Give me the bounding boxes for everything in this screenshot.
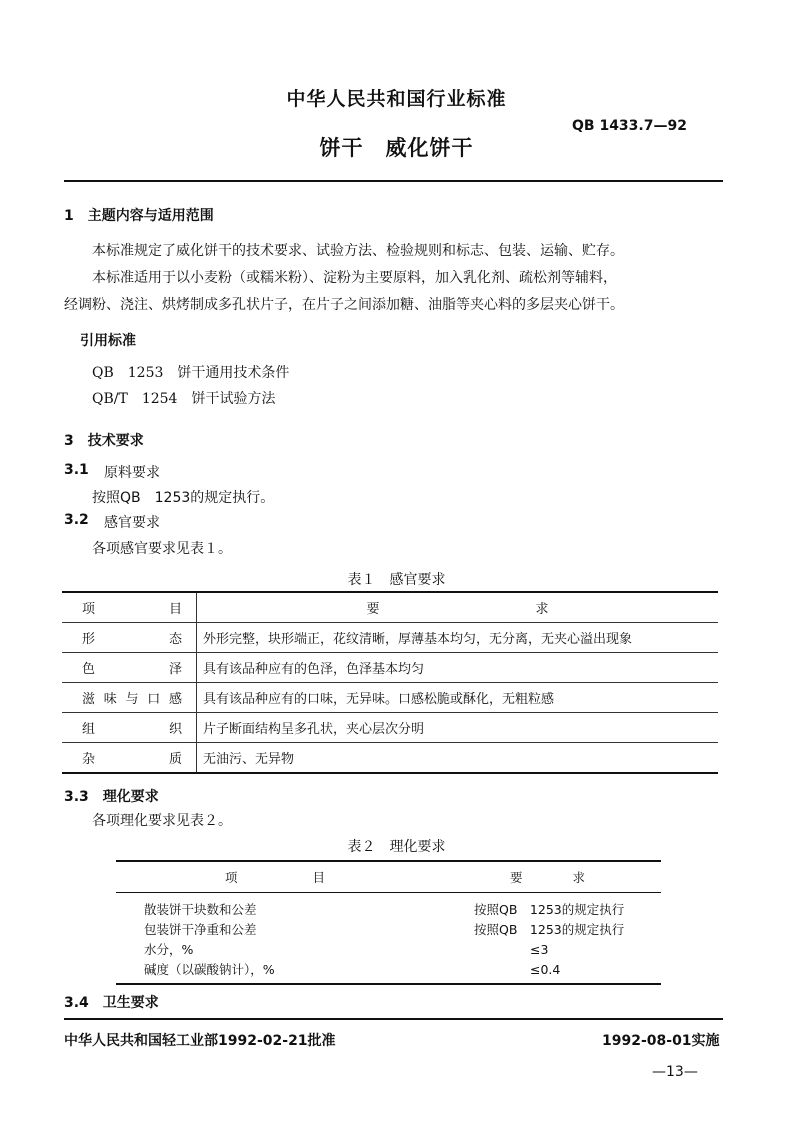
document-title: 饼干 威化饼干 <box>319 136 474 160</box>
table-cell-requirement: ≤3 <box>530 941 549 957</box>
section-3-heading: 3 技术要求 <box>64 433 144 449</box>
table-1-sensory-requirements <box>62 591 718 774</box>
approval-line: 中华人民共和国轻工业部1992-02-21批准 <box>64 1033 336 1049</box>
table-row <box>116 861 661 893</box>
section-1-heading: 1 主题内容与适用范围 <box>64 208 214 224</box>
footer-rule <box>64 1018 723 1020</box>
section-3-3-heading: 3.3 理化要求 <box>64 789 159 805</box>
table-cell-item: 散装饼干块数和公差 <box>144 902 257 917</box>
section-3-2-number: 3.2 <box>64 512 89 528</box>
table-header-cell: 要 求 <box>197 592 719 623</box>
table-row <box>62 592 718 623</box>
section-3-4-heading: 3.4 卫生要求 <box>64 995 159 1011</box>
section-3-1-number: 3.1 <box>64 462 89 478</box>
standard-code: QB 1433.7—92 <box>572 118 687 134</box>
table-cell-requirement: 具有该品种应有的口味，无异味。口感松脆或酥化，无粗粒感 <box>197 683 719 713</box>
table-cell-requirement: 按照QB 1253的规定执行 <box>474 902 625 917</box>
section-3-3-text: 各项理化要求见表２。 <box>92 813 232 829</box>
section-3-1-title: 原料要求 <box>104 465 160 481</box>
header-rule <box>64 180 723 182</box>
section-1-paragraph-1: 本标准规定了威化饼干的技术要求、试验方法、检验规则和标志、包装、运输、贮存。 <box>92 243 624 259</box>
table-cell-item: 色 泽 <box>62 653 197 683</box>
table-cell-item: 水分，% <box>144 942 194 957</box>
table-cell-requirement: 无油污、无异物 <box>197 743 719 774</box>
table-header-cell: 项 目 <box>62 592 197 623</box>
reference-1: QB 1253 饼干通用技术条件 <box>92 365 290 381</box>
section-3-2-text: 各项感官要求见表１。 <box>92 541 232 557</box>
table-cell-item: 滋味与口感 <box>62 683 197 713</box>
table-row <box>116 919 661 939</box>
table-1-caption: 表１ 感官要求 <box>347 572 446 588</box>
table-header-cell: 要 求 <box>434 861 661 893</box>
section-3-1-text: 按照QB 1253的规定执行。 <box>92 490 275 506</box>
table-row <box>62 743 718 774</box>
table-header-cell: 项 目 <box>116 861 434 893</box>
table-row <box>62 713 718 743</box>
table-cell-requirement: 具有该品种应有的色泽，色泽基本均匀 <box>197 653 719 683</box>
section-2-heading: 引用标准 <box>80 333 136 349</box>
table-row <box>62 683 718 713</box>
section-3-2-title: 感官要求 <box>104 515 160 531</box>
table-row <box>116 939 661 959</box>
table-row <box>62 653 718 683</box>
table-row <box>116 893 661 920</box>
table-cell-requirement: 片子断面结构呈多孔状，夹心层次分明 <box>197 713 719 743</box>
standard-title: 中华人民共和国行业标准 <box>286 88 507 110</box>
table-cell-requirement: 外形完整，块形端正，花纹清晰，厚薄基本均匀，无分离，无夹心溢出现象 <box>197 623 719 653</box>
table-cell-requirement: ≤0.4 <box>434 959 661 984</box>
table-cell-item: 杂 质 <box>62 743 197 774</box>
section-1-paragraph-2b: 经调粉、浇注、烘烤制成多孔状片子，在片子之间添加糖、油脂等夹心料的多层夹心饼干。 <box>64 297 624 313</box>
table-cell-requirement: 按照QB 1253的规定执行 <box>474 922 625 937</box>
table-cell-item: 形 态 <box>62 623 197 653</box>
table-2-caption: 表２ 理化要求 <box>347 839 446 855</box>
table-cell-item: 包装饼干净重和公差 <box>144 922 257 937</box>
reference-2: QB/T 1254 饼干试验方法 <box>92 391 276 407</box>
table-cell-item: 碱度（以碳酸钠计），% <box>116 959 434 984</box>
table-row <box>116 959 661 984</box>
section-1-paragraph-2a: 本标准适用于以小麦粉（或糯米粉）、淀粉为主要原料，加入乳化剂、疏松剂等辅料， <box>92 270 617 286</box>
effective-date: 1992-08-01实施 <box>602 1033 720 1049</box>
page-number: —13— <box>652 1064 698 1080</box>
table-cell-item: 组 织 <box>62 713 197 743</box>
table-2-physicochemical-requirements <box>116 860 661 985</box>
table-row <box>62 623 718 653</box>
